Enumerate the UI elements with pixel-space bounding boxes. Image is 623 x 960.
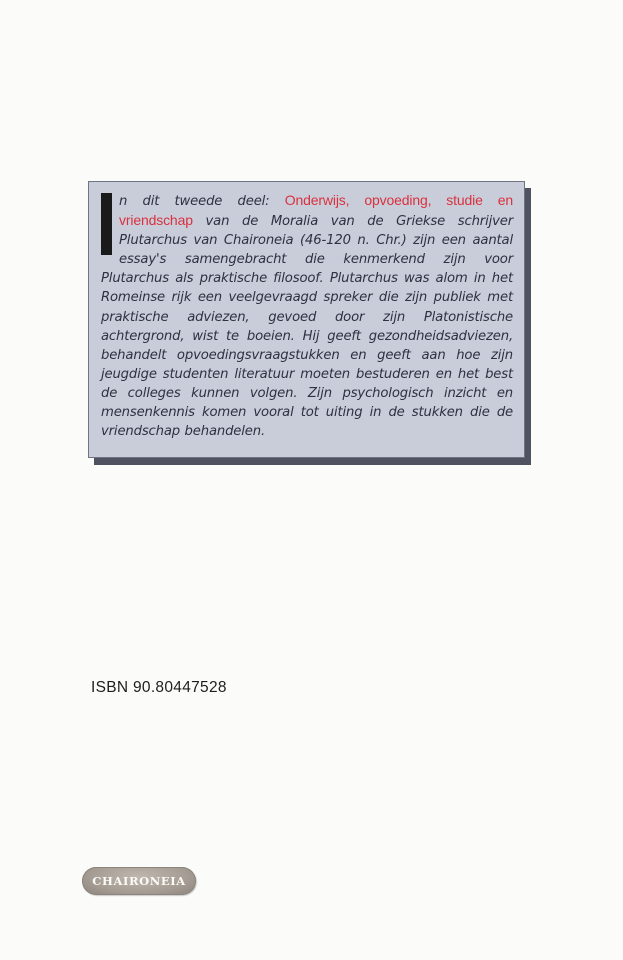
blurb-body: van de Moralia van de Griekse schrijver Plutarchus van Chaironeia (46-120 n. Chr.) zijn een aantal essay's samengebracht die kenmerkend zijn voor Plutarchus als praktische filosoof. Plutarchus was alom in het Romeinse rijk een veelgevraagd spreker die zijn publiek met praktische adviezen, gevoed door zijn Platonistische achtergrond, wist te boeien. Hij geeft gezondheidsadviezen, behandelt opvoedingsvraagstukken en geeft aan hoe zijn jeugdige studenten literatuur moeten bestuderen en het best de colleges kunnen volgen. Zijn psychologisch inzicht en mensenkennis komen vooral tot uiting in de stukken die de vriendschap behandelen.: [101, 214, 513, 440]
blurb-intro: n dit tweede deel:: [119, 194, 285, 209]
publisher-logo: [82, 867, 196, 895]
blurb-text: [101, 191, 513, 441]
isbn-number: ISBN 90.80447528: [91, 679, 227, 696]
blurb-box: [88, 181, 525, 458]
drop-cap: [101, 193, 112, 255]
publisher-name: CHAIRONEIA: [92, 874, 186, 888]
blurb-title-highlight: Onderwijs, opvoeding, studie en vriendschap: [119, 192, 513, 229]
